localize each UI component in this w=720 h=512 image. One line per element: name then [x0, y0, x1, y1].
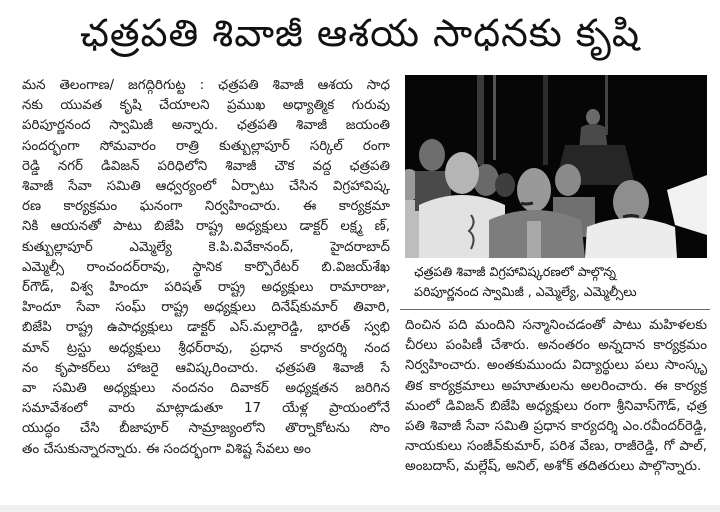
article-text-line: నాయకులు సంజీవ్‌కుమార్, పరిశ వేణు, రాజీరెడ్డి, గో పాల్, [405, 439, 707, 455]
right-column-body [405, 316, 707, 478]
article-text-line: అంబదాస్, మల్లేష్, అనిల్, అశోక్ తదితరులు పాల్గొన్నారు. [405, 459, 702, 475]
article-text-line: తం చేసుకున్నారన్నారు. ఈ సందర్భంగా విశిష్ట సేవలు అం [22, 441, 311, 457]
article-text-line: పతి శివాజీ సేవా సమితి ప్రధాన కార్యదర్శి ఎం.రవీందర్‌రెడ్డి, [405, 419, 707, 435]
caption-line: ఛత్రపతి శివాజీ విగ్రహావిష్కరణలో పాల్గొన్న [414, 264, 616, 279]
article-text-line: రణ కార్యక్రమం ఘనంగా నిర్వహించారు. ఈ కార్యక్రమా [22, 199, 390, 215]
article-text-line: ర్‌గౌడ్, విశ్వ హిందూ పరిషత్ రాష్ట్ర అధ్యక్షులు రామారాజు, [22, 280, 390, 296]
page-bottom-band [0, 505, 720, 512]
photo-illustration [405, 75, 707, 258]
article-text-line: పరిపూర్ణనంద స్వామిజీ అన్నారు. ఛత్రపతి శివాజీ జయంతి [22, 118, 390, 134]
article-text-line: బిజేపి రాష్ట్ర ఉపాధ్యక్షులు డాక్టర్ ఎస్.మల్లారెడ్డి, భారత్ స్వభి [22, 320, 390, 336]
article-text-line: చీరలు పంపిణీ చేశారు. అనంతరం అన్నదాన కార్యక్రమం [405, 338, 707, 354]
news-photo [405, 75, 707, 258]
article-text-line: కుత్బుల్లాపూర్ ఎమ్మెల్యే కె.పి.వివేకానంద్, హైదరాబాద్ [22, 239, 390, 255]
article-text-line: సమావేశంలో వారు మాట్లాడుతూ 17 యేళ్ల ప్రాయంలోనే [22, 401, 390, 417]
article-text-line: తిక కార్యక్రమాలు అహూతులను అలరించారు. ఈ కార్యక్ర [405, 378, 707, 394]
headline: ఛత్రపతి శివాజీ ఆశయ సాధనకు కృషి [80, 11, 640, 55]
article-text-line: శివాజీ సేవా సమితి ఆధ్వర్యంలో ఏర్పాటు చేసిన విగ్రహావిష్క [22, 179, 390, 195]
caption-divider [400, 309, 710, 310]
article-text-line: రెడ్డి నగర్ డివిజన్ పరిధిలోని శివాజీ చౌక వద్ద ఛత్రపతి [22, 158, 390, 174]
article-text-line: యుద్ధం చేసి బీజాపూర్ సామ్రాజ్యంలోని తొర్నాకోటను సొం [22, 421, 390, 437]
article-text-line: నిర్వహించారు. అంతకుముందు విద్యార్థులు పలు సాంస్కృ [405, 358, 707, 374]
article-text-line: హిందూ సేవా సంఘ్ రాష్ట్ర అధ్యక్షులు దినేష్‌కుమార్ తివారి, [22, 300, 390, 316]
photo-caption [414, 262, 704, 302]
article-text-line: దించిన పది మందిని సన్మానించడంతో పాటు మహిళలకు [405, 318, 707, 333]
article-text-line: నకు యువత కృషి చేయాలని ప్రముఖ అధ్యాత్మిక గురువు [22, 98, 390, 114]
article-text-line: నికి ఆయనతో పాటు బిజేపి రాష్ట్ర అధ్యక్షులు డాక్టర్ లక్ష్మ ణ్, [22, 219, 390, 235]
article-text-line: నం కృపాకర్‌లు హాజరై ఆవిష్కరించారు. ఛత్రపతి శివాజీ సే [22, 360, 390, 376]
article-text-line: వా సమితి అధ్యక్షులు నందనం దివాకర్ అధ్యక్షతన జరిగిన [22, 381, 390, 397]
article-text-line: మన తెలంగాణ/ జగద్గిరిగుట్ట : ఛత్రపతి శివాజీ ఆశయ సాధ [22, 78, 390, 93]
article-text-line: ఎమ్మెల్సీ రాంచందర్‌రావు, స్థానిక కార్పొరేటర్ బి.విజయ్‌శేఖ [22, 259, 390, 275]
article-text-line: సందర్భంగా సోమవారం రాత్రి కుత్బుల్లాపూర్ సర్కిల్ రంగా [22, 138, 390, 154]
article-text-line: మంలో డివిజన్ బిజేపి అధ్యక్షులు రంగా శ్రీనివాస్‌గౌడ్, ఛత్ర [405, 398, 707, 414]
left-column-body [22, 76, 390, 460]
article-text-line: మాన్ ట్రస్టు అధ్యక్షులు శ్రీధర్‌రావు, ప్రధాన కార్యదర్శి నంద [22, 340, 390, 356]
caption-line: పరిపూర్ణనంద స్వామిజీ , ఎమ్మెల్యే, ఎమ్మెల్సీలు [414, 284, 637, 299]
